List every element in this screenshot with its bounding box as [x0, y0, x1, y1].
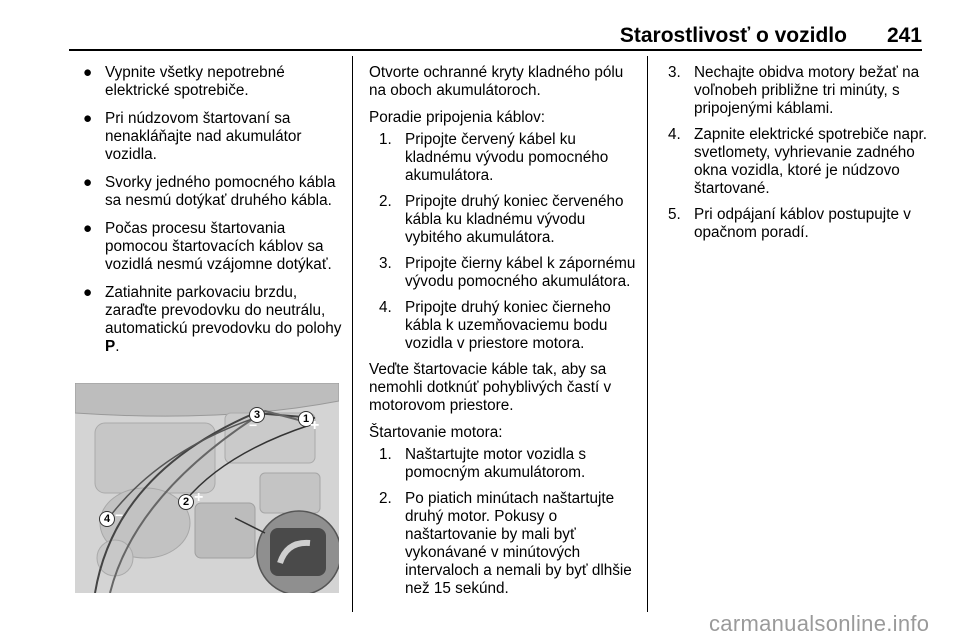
header-rule: [69, 49, 922, 51]
list-item: ● Pri núdzovom štartovaní sa nenakláňajte nad akumulátor vozidla.: [83, 110, 302, 163]
jump-start-illustration: [75, 383, 339, 593]
minus-sign: −: [115, 507, 124, 523]
list-item: ● Svorky jedného pomocného kábla sa nesmú dotýkať druhého kábla.: [83, 174, 336, 209]
list-item: 1. Pripojte červený kábel ku kladnému vývodu pomocného akumulátora.: [379, 131, 609, 184]
list-item: 5. Pri odpájaní káblov postupujte v opačnom poradí.: [668, 206, 911, 241]
callout-2: 2: [178, 494, 194, 510]
minus-sign: −: [249, 417, 258, 433]
start-steps: [369, 446, 637, 598]
bullet-icon: ●: [83, 110, 93, 127]
plus-sign: +: [310, 417, 320, 434]
column-divider-1: [352, 56, 353, 612]
column-1: [80, 64, 342, 366]
bullet-icon: ●: [83, 174, 93, 191]
column-divider-2: [647, 56, 648, 612]
precaution-list: [80, 64, 342, 356]
start-engine-title: Štartovanie motora:: [369, 424, 503, 441]
page-header: [620, 24, 922, 48]
list-item: ● Vypnite všetky nepotrebné elektrické spotrebiče.: [83, 64, 285, 99]
bullet-icon: ●: [83, 284, 93, 301]
continued-steps: [668, 64, 930, 242]
callout-4: 4: [99, 511, 115, 527]
bullet-icon: ●: [83, 220, 93, 237]
intro-paragraph: Otvorte ochranné kryty kladného pólu na oboch akumulátoroch.: [369, 64, 624, 99]
column-2: [369, 64, 637, 606]
list-item: 4. Pripojte druhý koniec čierneho kábla k uzemňovaciemu bodu vozidla v priestore motora.: [379, 299, 611, 352]
list-item: 1. Naštartujte motor vozidla s pomocným akumulátorom.: [379, 446, 587, 481]
list-item: 2. Pripojte druhý koniec červeného kábla ku kladnému vývodu vybitého akumulátora.: [379, 193, 624, 246]
list-item: 4. Zapnite elektrické spotrebiče napr. svetlomety, vyhrievanie zadného okna vozidla, ktoré je núdzovo štartované.: [668, 126, 927, 197]
plus-sign: +: [194, 489, 204, 506]
list-item: 3. Pripojte čierny kábel k zápornému vývodu pomocného akumulátora.: [379, 255, 636, 290]
list-item: 2. Po piatich minútach naštartujte druhý motor. Pokusy o naštartovanie by mali byť vykonávané v minútových intervaloch a nemali by byť dlhšie než 15 sekúnd.: [379, 490, 632, 597]
section-title: Starostlivosť o vozidlo: [619, 24, 847, 47]
list-item: ● Počas procesu štartovania pomocou štartovacích káblov sa vozidlá nesmú vzájomne dotýkať.: [83, 220, 332, 273]
connection-order-title: Poradie pripojenia káblov:: [369, 109, 546, 126]
watermark: carmanualsonline.info: [709, 611, 930, 636]
page-number: 241: [886, 24, 922, 47]
list-item: ● Zatiahnite parkovaciu brzdu, zaraďte prevodovku do neutrálu, automatickú prevodovku do polohy P.: [83, 284, 342, 355]
callout-3: 3: [249, 407, 265, 423]
column-3: [668, 64, 930, 250]
callout-1: 1: [298, 411, 314, 427]
list-item: 3. Nechajte obidva motory bežať na voľnobeh približne tri minúty, s pripojenými káblami.: [668, 64, 920, 117]
bullet-icon: ●: [83, 64, 93, 81]
cable-routing-note: Veďte štartovacie káble tak, aby sa nemohli dotknúť pohyblivých častí v motorovom priestore.: [369, 361, 612, 414]
connection-steps: [369, 131, 637, 353]
